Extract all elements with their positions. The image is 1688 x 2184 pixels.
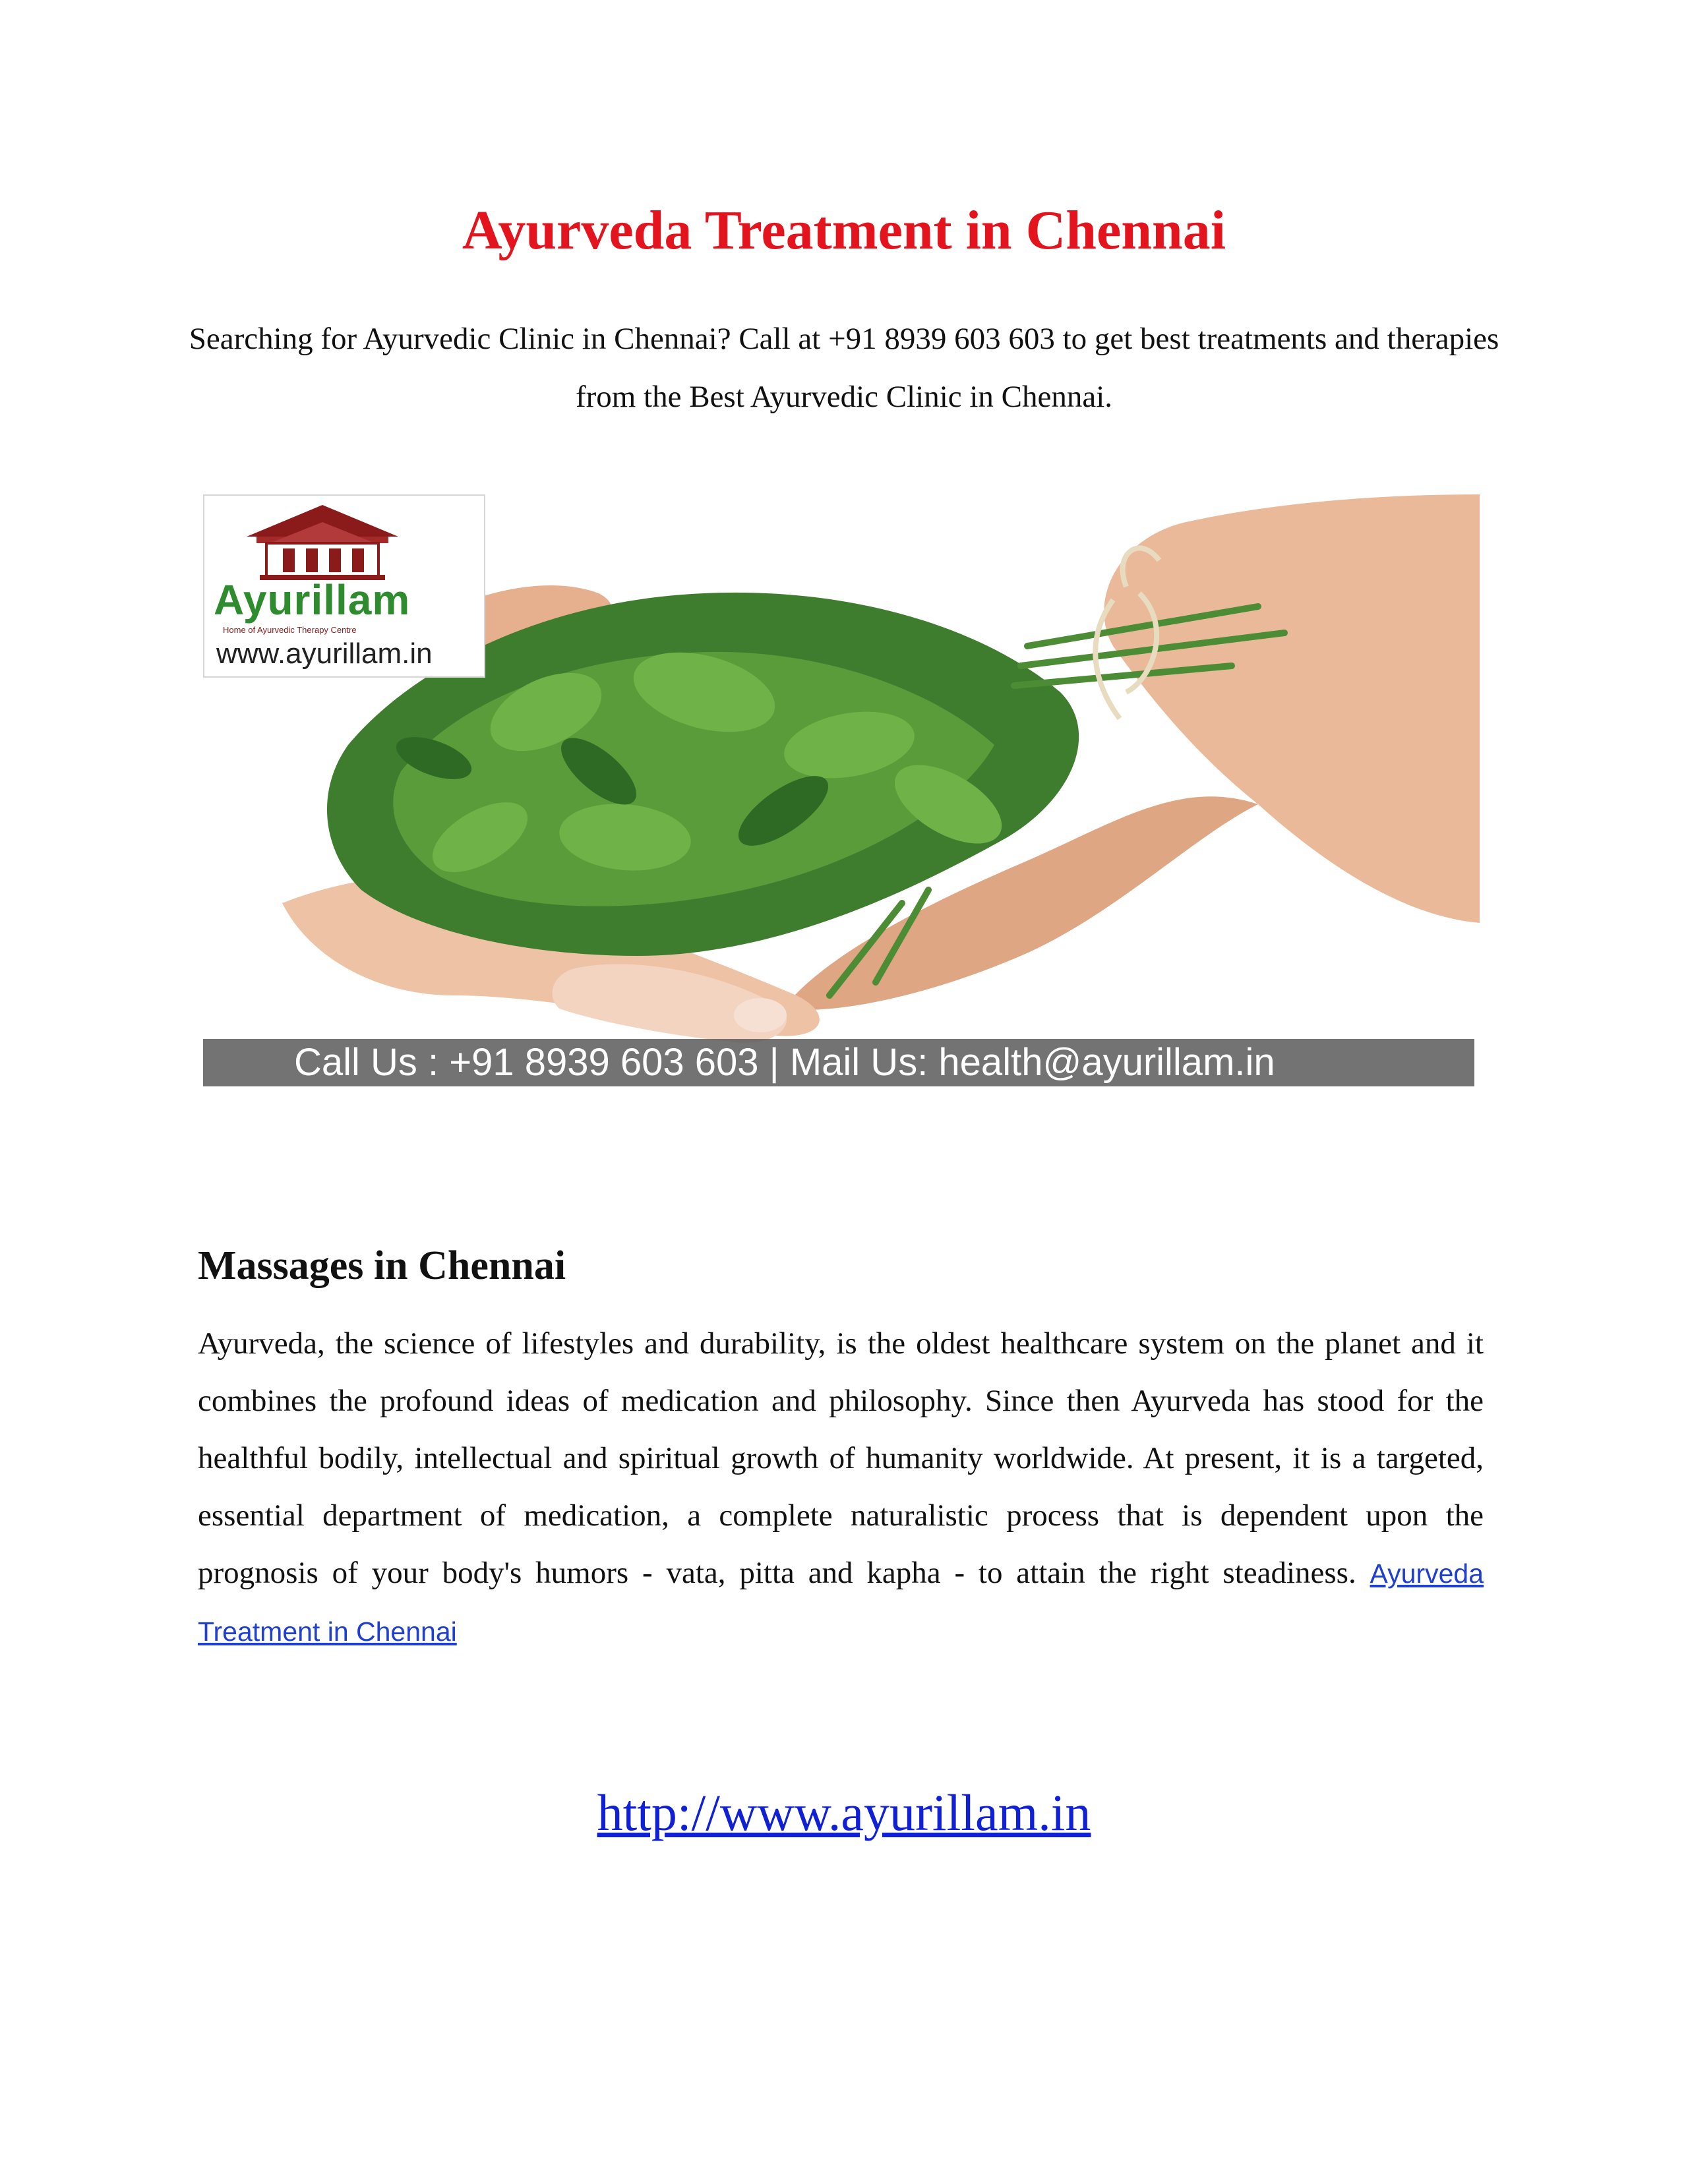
logo-box bbox=[203, 494, 485, 678]
intro-paragraph: Searching for Ayurvedic Clinic in Chennai? Call at +91 8939 603 603 to get best treatments and therapies from the Best Ayurvedic Clinic in Chennai. bbox=[189, 322, 1499, 414]
body-paragraph-text: Ayurveda, the science of lifestyles and durability, is the oldest healthcare system on the planet and it combines the profound ideas of medication and philosophy. Since then Ayurveda has stood for the healthful bodily, intellectual and spiritual growth of humanity worldwide. At present, it is a targeted, essential department of medication, a complete naturalistic process that is dependent upon the prognosis of your body's humors - vata, pitta and kapha - to attain the right steadiness. bbox=[198, 1326, 1484, 1590]
ayurveda-treatment-link[interactable]: Ayurveda Treatment in Chennai bbox=[198, 1558, 1484, 1647]
body-paragraph bbox=[198, 1315, 1484, 1661]
logo-url: www.ayurillam.in bbox=[216, 637, 433, 670]
section-heading: Massages in Chennai bbox=[198, 1243, 566, 1288]
temple-roof-logo-icon bbox=[233, 504, 411, 581]
logo-brand-name: Ayurillam bbox=[214, 576, 411, 624]
logo-tagline: Home of Ayurvedic Therapy Centre bbox=[223, 625, 357, 635]
footer-website-link[interactable]: http://www.ayurillam.in bbox=[597, 1784, 1091, 1841]
page-title: Ayurveda Treatment in Chennai bbox=[462, 200, 1226, 261]
hero-image bbox=[203, 494, 1480, 1137]
contact-bar: Call Us : +91 8939 603 603 | Mail Us: health@ayurillam.in bbox=[203, 1039, 1474, 1086]
